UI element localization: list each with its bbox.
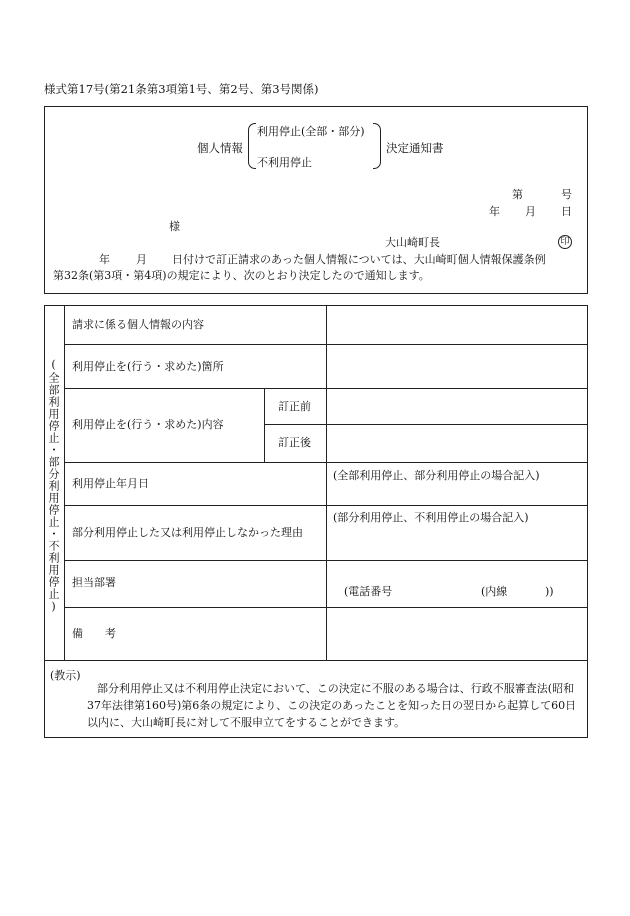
left-brace bbox=[248, 123, 256, 169]
addressee-sama: 様 bbox=[169, 220, 180, 233]
title-prefix: 個人情報 bbox=[197, 141, 243, 155]
row-line bbox=[64, 462, 588, 463]
row-line bbox=[44, 660, 588, 661]
seal-mark: 印 bbox=[558, 235, 572, 249]
row-line bbox=[64, 344, 588, 345]
date-day: 日 bbox=[561, 205, 572, 218]
date-month: 月 bbox=[525, 205, 536, 218]
date-year: 年 bbox=[489, 205, 500, 218]
side-label: (全部利用停止・部分利用停止・不利用停止) bbox=[47, 358, 60, 614]
right-brace bbox=[373, 123, 381, 169]
number-go: 号 bbox=[561, 188, 572, 201]
row-label-department: 担当部署 bbox=[72, 576, 116, 589]
table-divider-sub bbox=[264, 388, 265, 462]
row-label-location: 利用停止を(行う・求めた)箇所 bbox=[72, 360, 224, 373]
body-year: 年 bbox=[99, 253, 110, 266]
instruction-text: 部分利用停止又は不利用停止決定において、この決定に不服のある場合は、行政不服審査法(昭和37年法律第160号)第6条の規定により、この決定のあったことを知った日の翌日から起算して60日以内に、大山崎町長に対して不服申立てをすることができます。 bbox=[87, 682, 577, 729]
issuer-name: 大山崎町長 bbox=[385, 236, 440, 249]
row-label-reason: 部分利用停止した又は利用停止しなかった理由 bbox=[72, 526, 303, 539]
form-id: 様式第17号(第21条第3項第1号、第2号、第3号関係) bbox=[44, 82, 319, 96]
extension-label: (内線 bbox=[481, 585, 508, 598]
row-line bbox=[64, 560, 588, 561]
option-non-utilization: 不利用停止 bbox=[257, 156, 312, 169]
row-label-date: 利用停止年月日 bbox=[72, 477, 149, 490]
row-label-details: 利用停止を(行う・求めた)内容 bbox=[72, 418, 224, 431]
body-text-line-1: 日付けで訂正請求のあった個人情報については、大山崎町個人情報保護条例 bbox=[172, 253, 546, 266]
row-line bbox=[64, 607, 588, 608]
body-month: 月 bbox=[136, 253, 147, 266]
row-label-remarks: 備 考 bbox=[72, 627, 116, 640]
row-line bbox=[64, 388, 588, 389]
row-line bbox=[264, 424, 588, 425]
row-line bbox=[64, 505, 588, 506]
phone-label: (電話番号 bbox=[344, 585, 393, 598]
option-utilization-stop: 利用停止(全部・部分) bbox=[257, 125, 365, 138]
row-note-reason: (部分利用停止、不利用停止の場合記入) bbox=[333, 511, 529, 524]
extension-close: )) bbox=[545, 585, 554, 598]
row-note-date: (全部利用停止、部分利用停止の場合記入) bbox=[333, 469, 540, 482]
title-suffix: 決定通知書 bbox=[386, 141, 444, 155]
row-label-content: 請求に係る個人情報の内容 bbox=[72, 318, 204, 331]
body-text-line-2: 第32条(第3項・第4項)の規定により、次のとおり決定したので通知します。 bbox=[53, 269, 430, 282]
sub-label-before: 訂正前 bbox=[278, 400, 311, 413]
number-dai: 第 bbox=[512, 188, 523, 201]
sub-label-after: 訂正後 bbox=[278, 436, 311, 449]
instruction-heading: (教示) bbox=[50, 669, 81, 682]
